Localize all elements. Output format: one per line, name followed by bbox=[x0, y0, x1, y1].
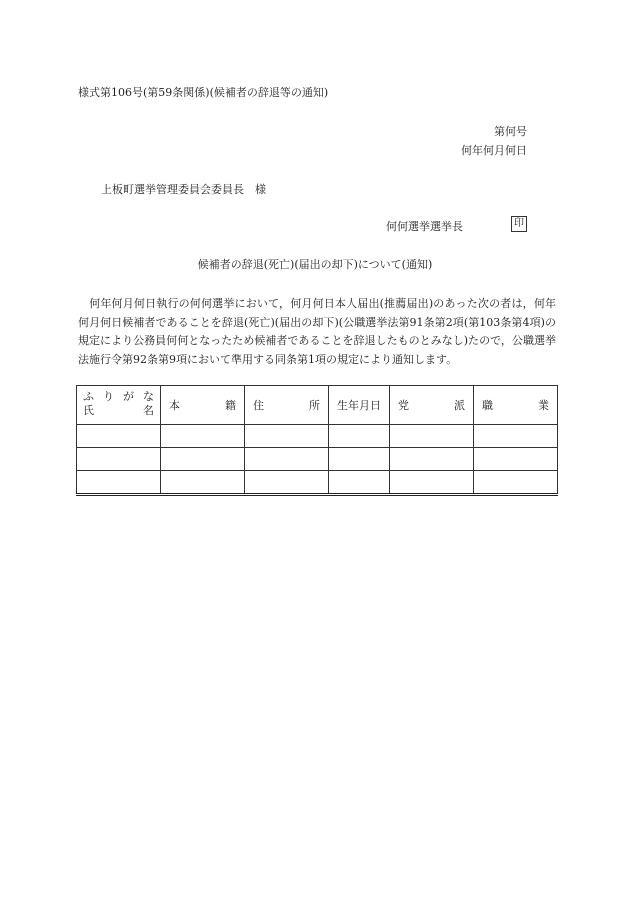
header-char: ふ bbox=[83, 390, 94, 403]
table-cell[interactable] bbox=[245, 471, 329, 495]
table-cell[interactable] bbox=[245, 425, 329, 448]
header-char: り bbox=[103, 390, 114, 403]
sender-title: 何何選挙選挙長 bbox=[386, 220, 463, 233]
header-jusho bbox=[245, 386, 329, 425]
table-cell[interactable] bbox=[329, 448, 390, 471]
body-text: 何年何月何日執行の何何選挙において，何月何日本人届出(推薦届出)のあった次の者は，何年何月何日候補者であることを辞退(死亡)(届出の却下)(公職選挙法第91条第2項(第103条第4項)の規定により公務員何何となったため候補者であることを辞退したものとみなし)たので，公職選挙法施行令第92条第9項において準用する同条第1項の規定により通知します。 bbox=[78, 297, 556, 367]
table-cell[interactable] bbox=[77, 471, 161, 495]
table-cell[interactable] bbox=[161, 471, 245, 495]
table-cell[interactable] bbox=[390, 425, 474, 448]
table-cell[interactable] bbox=[474, 471, 558, 495]
header-char: 氏 bbox=[83, 404, 94, 417]
table-header-row bbox=[77, 386, 558, 425]
table-row bbox=[77, 425, 558, 448]
table-cell[interactable] bbox=[161, 448, 245, 471]
header-char: 所 bbox=[309, 399, 320, 412]
header-char: 業 bbox=[538, 399, 549, 412]
header-char: な bbox=[143, 390, 154, 403]
addressee: 上板町選挙管理委員会委員長 様 bbox=[101, 183, 266, 196]
table-cell[interactable] bbox=[390, 471, 474, 495]
header-birthdate bbox=[329, 386, 390, 425]
table-row bbox=[77, 448, 558, 471]
header-job bbox=[474, 386, 558, 425]
header-honseki bbox=[161, 386, 245, 425]
table-row bbox=[77, 471, 558, 495]
table-cell[interactable] bbox=[77, 425, 161, 448]
header-char: 党 bbox=[398, 399, 409, 412]
table-cell[interactable] bbox=[474, 448, 558, 471]
candidate-table bbox=[76, 385, 558, 496]
document-date: 何年何月何日 bbox=[461, 144, 527, 157]
header-char: 籍 bbox=[225, 399, 236, 412]
table-cell[interactable] bbox=[329, 425, 390, 448]
seal-stamp: 印 bbox=[511, 216, 527, 232]
header-char: が bbox=[123, 390, 134, 403]
header-party bbox=[390, 386, 474, 425]
header-char: 派 bbox=[454, 399, 465, 412]
body-paragraph bbox=[78, 295, 556, 370]
table-cell[interactable] bbox=[77, 448, 161, 471]
header-char: 住 bbox=[253, 399, 264, 412]
table-cell[interactable] bbox=[474, 425, 558, 448]
table-cell[interactable] bbox=[245, 448, 329, 471]
document-number: 第何号 bbox=[494, 125, 527, 138]
header-char: 職 bbox=[482, 399, 493, 412]
table-cell[interactable] bbox=[161, 425, 245, 448]
document-title: 候補者の辞退(死亡)(届出の却下)について(通知) bbox=[197, 258, 433, 271]
table-cell[interactable] bbox=[390, 448, 474, 471]
header-birthdate-label: 生年月日 bbox=[337, 399, 381, 412]
header-char: 本 bbox=[169, 399, 180, 412]
header-char: 名 bbox=[143, 404, 154, 417]
header-furigana-name bbox=[77, 386, 161, 425]
form-identifier: 様式第106号(第59条関係)(候補者の辞退等の通知) bbox=[78, 86, 329, 99]
table-cell[interactable] bbox=[329, 471, 390, 495]
